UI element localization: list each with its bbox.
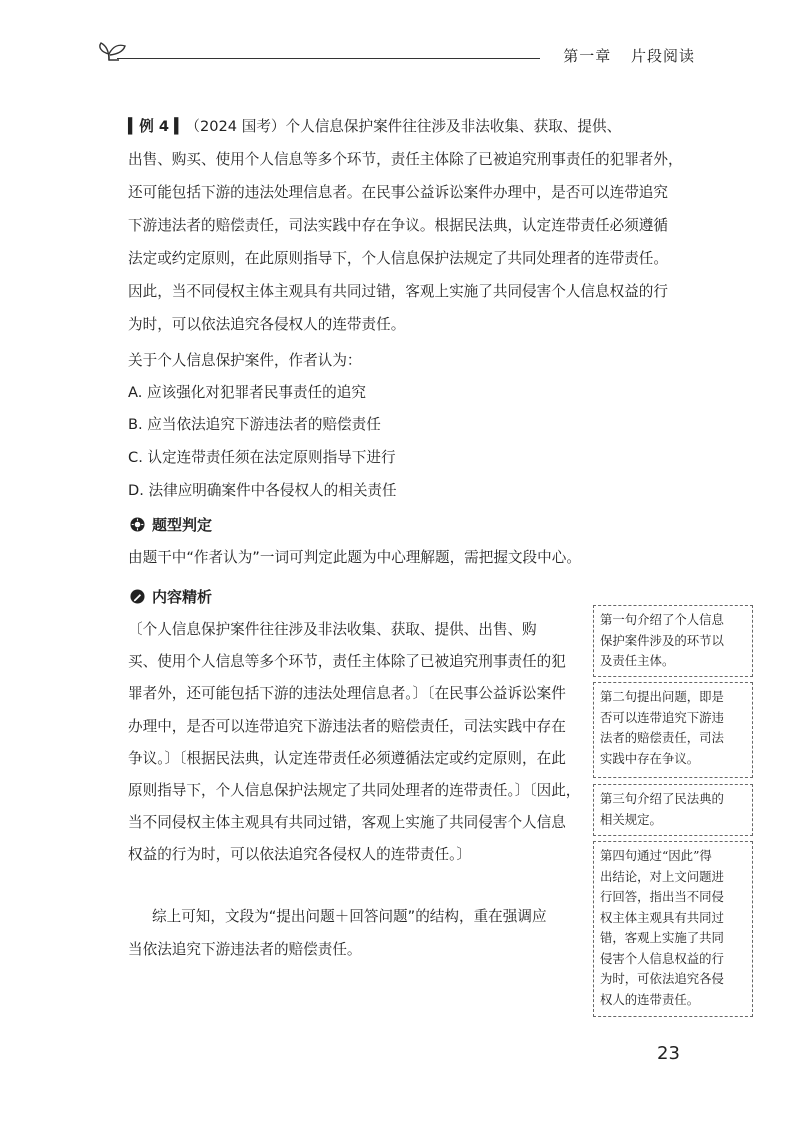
summary-line: 综上可知，文段为“提出问题＋回答问题”的结构，重在强调应 — [152, 908, 547, 925]
chapter-heading — [549, 45, 695, 66]
example-line: 出售、购买、使用个人信息等多个环节，责任主体除了已被追究刑事责任的犯罪者外， — [128, 151, 683, 168]
analysis-line: 买、使用个人信息等多个环节，责任主体除了已被追究刑事责任的犯 — [128, 653, 566, 671]
note-line: 行回答，指出当不同侵 — [600, 889, 724, 904]
note-line: 权人的连带责任。 — [600, 991, 700, 1007]
note-line: 错，客观上实施了共同 — [600, 930, 724, 945]
note-line: 第一句介绍了个人信息 — [600, 612, 724, 627]
note-line: 出结论，对上文问题进 — [600, 868, 724, 884]
margin-note-2 — [593, 682, 753, 778]
note-line: 法者的赔偿责任，司法 — [600, 730, 724, 745]
page-number: 23 — [657, 1043, 680, 1064]
analysis-line: 〔个人信息保护案件往往涉及非法收集、获取、提供、出售、购 — [128, 621, 537, 638]
note-line: 侵害个人信息权益的行 — [600, 950, 724, 966]
analysis-line: 办理中，是否可以连带追究下游违法者的赔偿责任，司法实践中存在 — [128, 717, 566, 735]
note-line: 相关规定。 — [600, 811, 662, 827]
margin-note-4 — [593, 841, 753, 1017]
note-line: 及责任主体。 — [600, 653, 675, 668]
note-line: 为时，可依法追究各侵 — [600, 971, 724, 986]
sprout-icon — [95, 38, 129, 66]
note-line: 权主体主观具有共同过 — [600, 909, 724, 925]
option-d: D. 法律应明确案件中各侵权人的相关责任 — [128, 482, 397, 499]
example-line: 还可能包括下游的违法处理信息者。在民事公益诉讼案件办理中，是否可以连带追究 — [128, 184, 668, 201]
chapter-title: 片段阅读 — [630, 47, 695, 65]
section-title-analysis — [130, 586, 212, 607]
analysis-body — [128, 614, 583, 872]
example-line-1 — [128, 110, 621, 143]
analysis-line: 罪者外，还可能包括下游的违法处理信息者。〕〔在民事公益诉讼案件 — [128, 685, 566, 703]
analysis-line: 争议。〕〔根据民法典，认定连带责任必须遵循法定或约定原则，在此 — [128, 749, 566, 767]
example-line: 为时，可以依法追究各侵权人的连带责任。 — [128, 316, 406, 333]
note-line: 第四句通过“因此”得 — [600, 848, 712, 863]
section-title-type — [130, 514, 212, 535]
pen-icon — [130, 589, 145, 604]
note-line: 保护案件涉及的环节以 — [600, 632, 724, 648]
example-line: 因此，当不同侵权主体主观具有共同过错，客观上实施了共同侵害个人信息权益的行 — [128, 283, 668, 300]
question-stem: 关于个人信息保护案件，作者认为： — [128, 352, 362, 369]
example-line: 下游违法者的赔偿责任，司法实践中存在争议。根据民法典，认定连带责任必须遵循 — [128, 217, 668, 234]
note-line: 实践中存在争议。 — [600, 750, 700, 766]
margin-note-3 — [593, 784, 753, 836]
section2-title-text: 内容精析 — [152, 588, 213, 606]
page-header — [95, 38, 695, 68]
chapter-number: 第一章 — [563, 47, 612, 65]
note-line: 第二句提出问题，即是 — [600, 689, 724, 704]
analysis-line: 当不同侵权主体主观具有共同过错，客观上实施了共同侵害个人信息 — [128, 814, 566, 832]
note-line: 否可以连带追究下游违 — [600, 709, 724, 725]
example-text: （2024 国考）个人信息保护案件往往涉及非法收集、获取、提供、 — [185, 118, 622, 135]
example-tag: ▍例 4 ▍ — [128, 118, 186, 135]
margin-note-1 — [593, 605, 753, 677]
analysis-line: 权益的行为时，可以依法追究各侵权人的连带责任。〕 — [128, 846, 471, 864]
summary-line: 当依法追究下游违法者的赔偿责任。 — [128, 941, 362, 958]
section1-title-text: 题型判定 — [152, 516, 213, 534]
option-a: A. 应该强化对犯罪者民事责任的追究 — [128, 384, 366, 401]
header-rule — [117, 58, 540, 59]
option-c: C. 认定连带责任须在法定原则指导下进行 — [128, 449, 396, 466]
note-line: 第三句介绍了民法典的 — [600, 791, 724, 806]
section1-text: 由题干中“作者认为”一词可判定此题为中心理解题，需把握文段中心。 — [128, 549, 581, 566]
sun-icon — [130, 517, 145, 532]
analysis-line: 原则指导下，个人信息保护法规定了共同处理者的连带责任。〕〔因此， — [128, 781, 581, 799]
option-b: B. 应当依法追究下游违法者的赔偿责任 — [128, 416, 381, 433]
example-line: 法定或约定原则，在此原则指导下，个人信息保护法规定了共同处理者的连带责任。 — [128, 250, 668, 267]
